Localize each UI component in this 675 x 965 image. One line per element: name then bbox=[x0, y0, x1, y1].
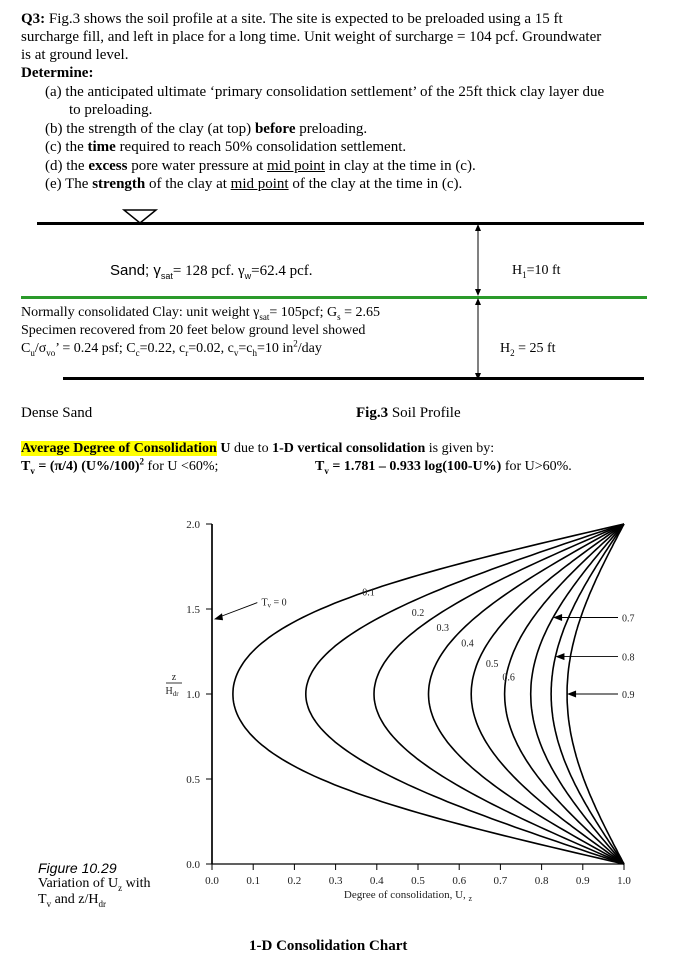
question-line1: Q3: Fig.3 shows the soil profile at a site. The site is expected to be preloaded using a 15 ft bbox=[21, 11, 563, 27]
x-axis-title: Degree of consolidation, U, $_z$ bbox=[343, 889, 473, 903]
figure-label-3: $T_v$ and $z/H_{dr}$ bbox=[38, 892, 106, 909]
x-tick-label: 0.0 bbox=[205, 875, 219, 887]
determine-heading: Determine: bbox=[21, 65, 94, 81]
curve-label-0.1: 0.1 bbox=[362, 587, 375, 599]
part-a-line1: (a) the anticipated ultimate ‘primary consolidation settlement’ of the 25ft thick clay layer due bbox=[45, 84, 605, 100]
x-tick-label: 1.0 bbox=[617, 875, 631, 887]
y-tick-label: 1.5 bbox=[186, 604, 200, 616]
formula-u-more-60: $T_v = 1.781 - 0.933$ log(100-U%) for U>60%. bbox=[315, 459, 572, 476]
curve-label-0.8: 0.8 bbox=[622, 652, 635, 664]
y-axis-title-bottom: $H_{dr}$ bbox=[165, 686, 179, 698]
dense-sand-label: Dense Sand bbox=[21, 405, 93, 421]
question-line3: is at ground level. bbox=[21, 47, 129, 63]
degree-intro: Average Degree of Consolidation U due to 1-D vertical consolidation is given by: bbox=[21, 441, 495, 456]
figure-caption: Fig.3 Soil Profile bbox=[356, 405, 461, 421]
x-tick-label: 0.9 bbox=[575, 875, 590, 887]
y-tick-label: 0.5 bbox=[186, 774, 200, 786]
figure-label-1: Figure 10.29 bbox=[38, 860, 117, 876]
tv-0-arrow bbox=[218, 603, 257, 618]
ground-surface-line bbox=[37, 222, 644, 225]
x-tick-label: 0.8 bbox=[534, 875, 549, 887]
curve-label-0.2: 0.2 bbox=[411, 607, 425, 619]
x-tick-label: 0.2 bbox=[287, 875, 302, 887]
x-tick-label: 0.1 bbox=[246, 875, 261, 887]
x-tick-label: 0.6 bbox=[452, 875, 467, 887]
x-tick-label: 0.3 bbox=[328, 875, 343, 887]
curve-label-0.3: 0.3 bbox=[436, 623, 449, 635]
chart-title: 1-D Consolidation Chart bbox=[249, 938, 408, 954]
curve-arrowhead-0.9 bbox=[567, 691, 576, 698]
part-c: (c) the time required to reach 50% consolidation settlement. bbox=[45, 139, 407, 155]
part-b: (b) the strength of the clay (at top) before preloading. bbox=[45, 121, 368, 137]
clay-bottom-line bbox=[63, 377, 644, 380]
y-tick-label: 2.0 bbox=[186, 519, 200, 531]
x-tick-label: 0.5 bbox=[411, 875, 425, 887]
groundwater-line bbox=[21, 296, 647, 299]
part-e: (e) The strength of the clay at mid point of the clay at the time in (c). bbox=[45, 176, 463, 192]
y-tick-label: 1.0 bbox=[186, 689, 200, 701]
clay-line2: Specimen recovered from 20 feet below ground level showed bbox=[21, 323, 366, 338]
formula-u-less-60: $T_v = (\pi/4)$ $(U\%/100)^2$ for U <60%; bbox=[21, 456, 219, 476]
tv-0-arrowhead bbox=[214, 613, 223, 620]
curve-label-0.4: 0.4 bbox=[461, 638, 474, 650]
dimension-arrows bbox=[470, 224, 486, 382]
curve-label-0.9: 0.9 bbox=[622, 690, 635, 701]
curve-label-0.5: 0.5 bbox=[485, 658, 499, 670]
part-d: (d) the excess pore water pressure at mid point in clay at the time in (c). bbox=[45, 158, 476, 174]
figure-label-2: Variation of $U_z$ with bbox=[38, 876, 151, 893]
y-axis-title-top: z bbox=[171, 672, 177, 683]
sand-description: Sand; $\gamma_{sat}= 128$ pcf. $\gamma_w=62.4$ pcf. bbox=[110, 262, 313, 281]
x-tick-label: 0.4 bbox=[369, 875, 384, 887]
clay-line3: $C_u/\sigma_{vo}$’ = 0.24 psf; $C_c=0.22$, $c_r=0.02$, $c_v=c_h=10$ $in^2$/day bbox=[21, 338, 322, 358]
h1-label: $H_1=10$ ft bbox=[512, 263, 561, 280]
h2-label: $H_2 = 25$ ft bbox=[500, 341, 556, 358]
curve-label-0.6: 0.6 bbox=[502, 672, 515, 684]
part-a-line2: to preloading. bbox=[69, 102, 153, 118]
question-line2: surcharge fill, and left in place for a long time. Unit weight of surcharge = 104 pcf. Groundwater bbox=[21, 29, 602, 45]
curve-label-0.7: 0.7 bbox=[622, 613, 635, 625]
curve-label-tv-0: $T_v = 0$ bbox=[261, 597, 287, 610]
clay-line1: Normally consolidated Clay: unit weight $\gamma_{sat}= 105pcf$; $G_s = 2.65$ bbox=[21, 305, 381, 322]
y-tick-label: 0.0 bbox=[186, 859, 200, 871]
x-tick-label: 0.7 bbox=[493, 875, 508, 887]
